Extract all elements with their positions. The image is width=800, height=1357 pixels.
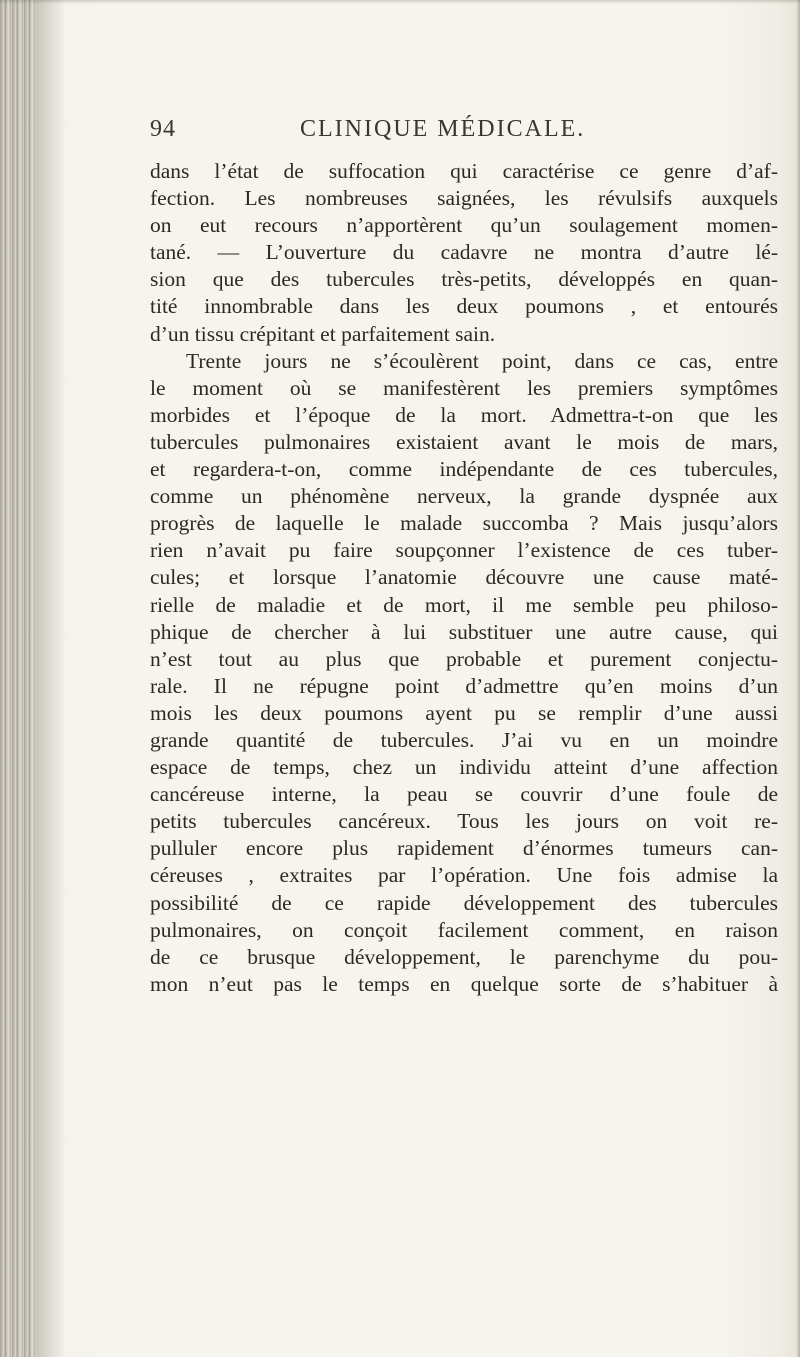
text-line: morbides et l’époque de la mort. Admettra-t-on que les <box>150 402 778 427</box>
text-line: rale. Il ne répugne point d’admettre qu’en moins d’un <box>150 673 778 698</box>
text-line: comme un phénomène nerveux, la grande dyspnée aux <box>150 484 778 509</box>
gutter-shadow <box>36 0 66 1357</box>
text-line: d’un tissu crépitant et parfaitement sain. <box>150 321 496 346</box>
book-binding-edge <box>0 0 36 1357</box>
text-line: rielle de maladie et de mort, il me semble peu philoso- <box>150 592 778 617</box>
text-line: de ce brusque développement, le parenchyme du pou- <box>150 944 778 969</box>
text-line: phique de chercher à lui substituer une autre cause, qui <box>150 619 778 644</box>
text-line: pulluler encore plus rapidement d’énormes tumeurs can- <box>150 836 778 861</box>
body-text <box>150 158 778 998</box>
text-line: grande quantité de tubercules. J’ai vu en un moindre <box>150 727 778 752</box>
text-line: espace de temps, chez un individu atteint d’une affection <box>150 755 778 780</box>
text-line: rien n’avait pu faire soupçonner l’existence de ces tuber- <box>150 538 778 563</box>
text-line: petits tubercules cancéreux. Tous les jours on voit re- <box>150 809 778 834</box>
text-line: tité innombrable dans les deux poumons , et entourés <box>150 294 778 319</box>
text-line: n’est tout au plus que probable et purement conjectu- <box>150 646 778 671</box>
text-line: on eut recours n’apportèrent qu’un soulagement momen- <box>150 213 778 238</box>
text-line: progrès de laquelle le malade succomba ? Mais jusqu’alors <box>150 511 778 536</box>
text-line: fection. Les nombreuses saignées, les révulsifs auxquels <box>150 186 778 211</box>
text-line: possibilité de ce rapide développement des tubercules <box>150 890 778 915</box>
text-line: dans l’état de suffocation qui caractérise ce genre d’af- <box>150 159 778 183</box>
text-line: et regardera-t-on, comme indépendante de ces tubercules, <box>150 457 778 482</box>
text-line: sion que des tubercules très-petits, développés en quan- <box>150 267 778 292</box>
text-line: tubercules pulmonaires existaient avant le mois de mars, <box>150 429 778 454</box>
text-line: cancéreuse interne, la peau se couvrir d’une foule de <box>150 782 778 807</box>
running-head: CLINIQUE MÉDICALE. <box>300 116 586 142</box>
page-top-edge <box>0 0 800 4</box>
page-number: 94 <box>150 116 176 142</box>
page-header <box>150 116 770 150</box>
page-right-edge <box>796 0 800 1357</box>
text-line: cules; et lorsque l’anatomie découvre une cause maté- <box>150 565 778 590</box>
text-line: tané. — L’ouverture du cadavre ne montra d’autre lé- <box>150 240 778 265</box>
text-line: mois les deux poumons ayent pu se remplir d’une aussi <box>150 700 778 725</box>
text-line: mon n’eut pas le temps en quelque sorte de s’habituer à <box>150 971 778 996</box>
text-line: pulmonaires, on conçoit facilement comment, en raison <box>150 917 778 942</box>
text-line: céreuses , extraites par l’opération. Une fois admise la <box>150 863 778 888</box>
text-line: le moment où se manifestèrent les premiers symptômes <box>150 375 778 400</box>
text-line: Trente jours ne s’écoulèrent point, dans ce cas, entre <box>186 348 778 373</box>
